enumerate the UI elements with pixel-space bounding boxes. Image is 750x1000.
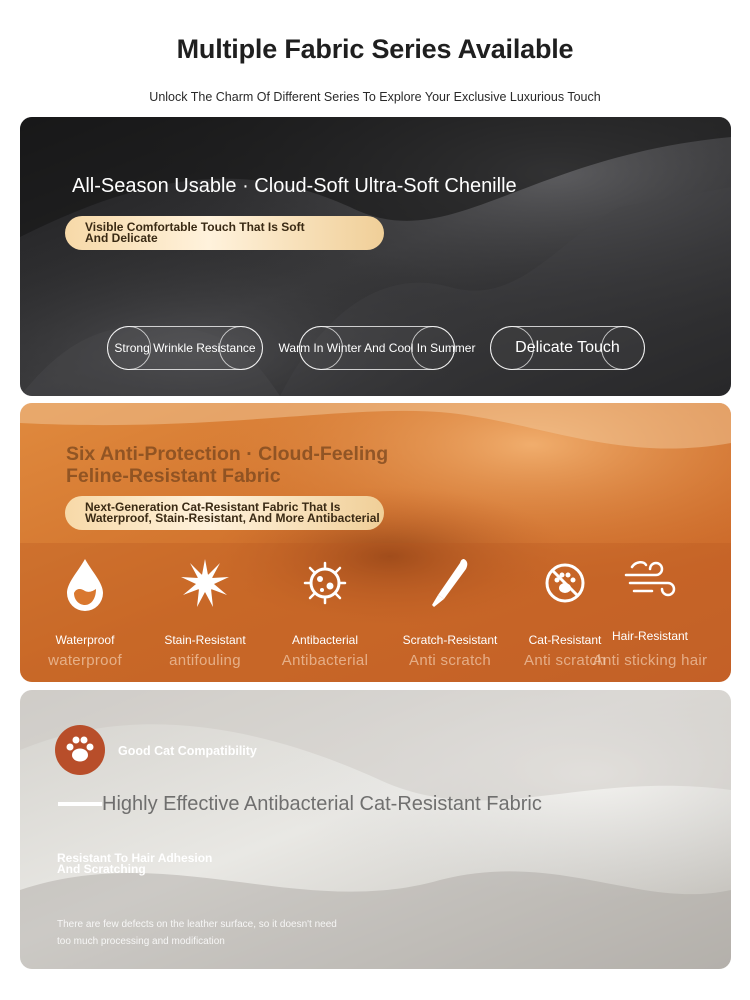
ring-decoration bbox=[411, 326, 455, 370]
badge-label: Good Cat Compatibility bbox=[118, 744, 257, 758]
fine-print-line2: too much processing and modification bbox=[57, 936, 225, 947]
chenille-tagline-line1: Visible Comfortable Touch That Is Soft bbox=[85, 220, 305, 234]
feline-tagline-line2: Waterproof, Stain-Resistant, And More Antibacterial bbox=[85, 511, 380, 525]
description-line2: And Scratching bbox=[57, 862, 146, 876]
feature-scratch-resistant bbox=[395, 553, 505, 682]
feature-waterproof bbox=[30, 553, 140, 682]
page-title: Multiple Fabric Series Available bbox=[176, 34, 574, 64]
feature-sublabel: antifouling bbox=[169, 652, 241, 669]
feature-label: Strong Wrinkle Resistance bbox=[114, 341, 256, 355]
ring-decoration bbox=[219, 326, 263, 370]
feature-antibacterial bbox=[270, 553, 380, 682]
feline-heading-line2: Feline-Resistant Fabric bbox=[66, 465, 281, 487]
paw-icon bbox=[55, 725, 105, 775]
feature-label: Scratch-Resistant bbox=[402, 633, 498, 647]
description-line1: Resistant To Hair Adhesion bbox=[57, 851, 213, 865]
page-header bbox=[0, 0, 750, 115]
chenille-tagline-line2: And Delicate bbox=[85, 231, 158, 245]
heading-dash bbox=[58, 802, 102, 806]
no-paw-icon bbox=[535, 553, 595, 613]
feature-pill-wrinkle bbox=[107, 326, 263, 370]
feature-sublabel: waterproof bbox=[48, 652, 122, 669]
feature-pill-delicate bbox=[490, 326, 645, 370]
water-drop-icon bbox=[55, 553, 115, 613]
feature-label: Hair-Resistant bbox=[611, 629, 689, 643]
ring-decoration bbox=[107, 326, 151, 370]
paw-badge-icon bbox=[55, 725, 105, 775]
ring-decoration bbox=[601, 326, 645, 370]
feline-tagline-line1: Next-Generation Cat-Resistant Fabric That Is bbox=[85, 500, 341, 514]
feature-label: Stain-Resistant bbox=[164, 633, 246, 647]
page-subtitle: Unlock The Charm Of Different Series To Explore Your Exclusive Luxurious Touch bbox=[149, 90, 601, 104]
splash-icon bbox=[175, 553, 235, 613]
cat-fabric-heading: Highly Effective Antibacterial Cat-Resistant Fabric bbox=[102, 793, 542, 815]
feline-heading bbox=[66, 443, 426, 487]
cat-fabric-panel bbox=[20, 690, 731, 969]
blade-icon bbox=[420, 553, 480, 613]
fine-print bbox=[57, 916, 397, 950]
feature-label: Delicate Touch bbox=[515, 339, 620, 356]
feline-heading-line1: Six Anti-Protection · Cloud-Feeling bbox=[66, 443, 389, 465]
ring-decoration bbox=[490, 326, 534, 370]
fine-print-line1: There are few defects on the leather surface, so it doesn't need bbox=[57, 919, 337, 930]
feline-tagline-pill bbox=[65, 496, 384, 530]
feature-label: Warm In Winter And Cool In Summer bbox=[278, 341, 476, 355]
feature-label: Cat-Resistant bbox=[528, 633, 602, 647]
feature-sublabel: Anti sticking hair bbox=[592, 652, 708, 669]
feature-sublabel: Antibacterial bbox=[281, 652, 369, 669]
cat-fabric-description bbox=[57, 853, 277, 875]
feature-stain-resistant bbox=[150, 553, 260, 682]
feature-hair-resistant bbox=[592, 551, 708, 681]
chenille-heading: All-Season Usable · Cloud-Soft Ultra-Soft Chenille bbox=[72, 175, 517, 197]
feline-panel bbox=[20, 403, 731, 682]
chenille-tagline-pill bbox=[65, 216, 384, 250]
ring-decoration bbox=[299, 326, 343, 370]
wind-icon bbox=[618, 551, 682, 611]
feature-label: Waterproof bbox=[55, 633, 115, 647]
feature-sublabel: Anti scratch bbox=[524, 652, 606, 669]
feature-label: Antibacterial bbox=[291, 633, 359, 647]
chenille-panel bbox=[20, 117, 731, 396]
feature-sublabel: Anti scratch bbox=[409, 652, 491, 669]
bacteria-icon bbox=[295, 553, 355, 613]
feature-pill-warm-cool bbox=[278, 326, 476, 370]
